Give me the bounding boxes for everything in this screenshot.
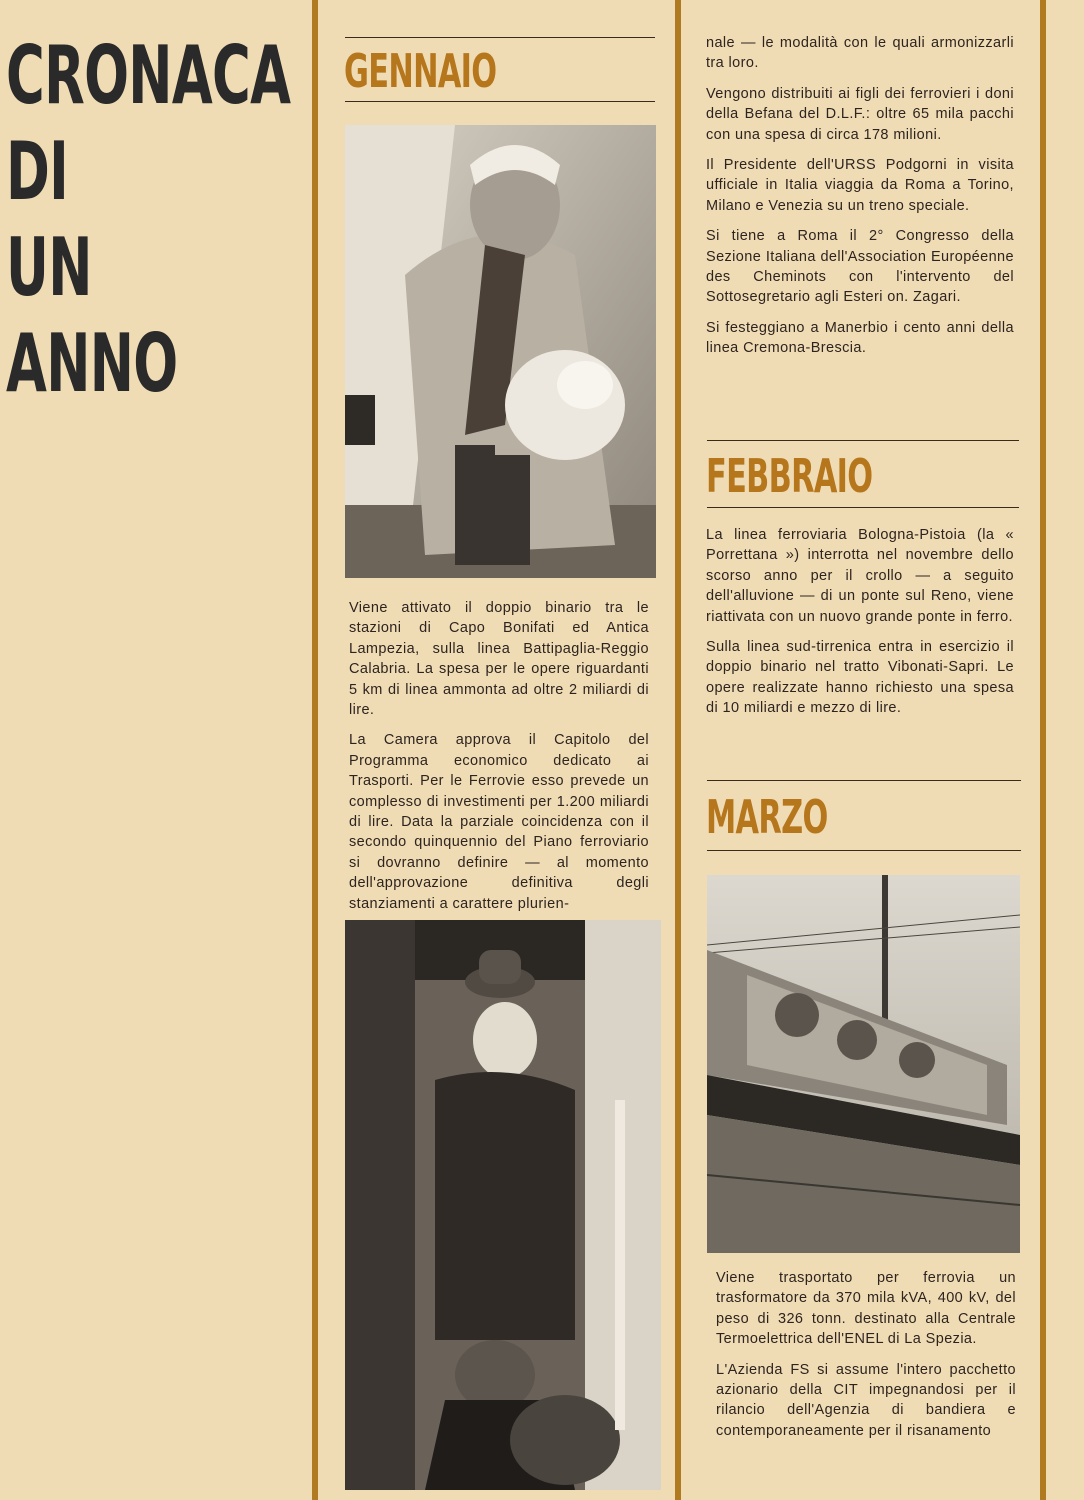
text-column-2-marzo	[716, 1268, 1016, 1441]
text-column-2-gennaio	[706, 33, 1014, 359]
paragraph: Sulla linea sud-tirrenica entra in esercizio il doppio binario nel tratto Vibonati-Sapri. Le opere realizzate hanno richiesto una spesa di 10 miliardi e mezzo di lire.	[706, 639, 1014, 717]
photo-transformer-train	[707, 875, 1020, 1253]
paragraph: Si tiene a Roma il 2° Congresso della Sezione Italiana dell'Association Européenne des Cheminots con l'intervento del Sottosegretario agli Esteri on. Zagari.	[706, 228, 1014, 306]
paragraph: Si festeggiano a Manerbio i cento anni della linea Cremona-Brescia.	[706, 319, 1014, 357]
month-heading-marzo: MARZO	[706, 790, 828, 844]
marzo-rule-bottom	[707, 850, 1021, 851]
column-rule-left	[312, 0, 318, 1500]
paragraph: La Camera approva il Capitolo del Programma economico dedicato ai Trasporti. Per le Ferrovie esso prevede un complesso di investimenti per 1.200 miliardi di lire. Data la parziale coincidenza con il secondo quinquennio del Piano ferroviario si dovranno definire — al momento dell'approvazione definitiva degli stanziamenti a carattere plurien-	[349, 732, 649, 912]
column-rule-right	[1040, 0, 1046, 1500]
gennaio-rule-bottom	[345, 101, 655, 102]
text-column-2-febbraio	[706, 525, 1014, 719]
title-line-1: CRONACA	[6, 29, 291, 122]
febbraio-rule-top	[707, 440, 1019, 441]
paragraph: Viene attivato il doppio binario tra le stazioni di Capo Bonifati ed Antica Lampezia, sulla linea Battipaglia-Reggio Calabria. La spesa per le opere riguardanti 5 km di linea ammonta ad oltre 2 miliardi di lire.	[349, 600, 649, 719]
febbraio-rule-bottom	[707, 507, 1019, 508]
month-heading-febbraio: FEBBRAIO	[706, 449, 873, 503]
text-column-1	[349, 598, 649, 914]
column-rule-middle	[675, 0, 681, 1500]
month-heading-gennaio: GENNAIO	[344, 44, 497, 98]
photo-man-with-hat-on-train-image	[345, 920, 661, 1490]
photo-child-with-doll-image	[345, 125, 656, 578]
paragraph: La linea ferroviaria Bologna-Pistoia (la « Porrettana ») interrotta nel novembre dello scorso anno per il crollo — a seguito dell'alluvione — di un ponte sul Reno, viene riattivata con un nuovo grande ponte in ferro.	[706, 527, 1014, 625]
page-title	[6, 28, 291, 412]
photo-man-with-hat-on-train	[345, 920, 661, 1490]
paragraph: Vengono distribuiti ai figli dei ferrovieri i doni della Befana del D.L.F.: oltre 65 mila pacchi con una spesa di circa 178 milioni.	[706, 85, 1014, 143]
gennaio-rule-top	[345, 37, 655, 38]
title-line-3: UN ANNO	[6, 221, 178, 410]
photo-child-with-doll	[345, 125, 656, 578]
photo-transformer-train-image	[707, 875, 1020, 1253]
title-line-2: DI	[6, 125, 69, 218]
paragraph: Il Presidente dell'URSS Podgorni in visita ufficiale in Italia viaggia da Roma a Torino, Milano e Venezia su un treno speciale.	[706, 157, 1014, 214]
paragraph: Viene trasportato per ferrovia un trasformatore da 370 mila kVA, 400 kV, del peso di 326 tonn. destinato alla Centrale Termoelettrica dell'ENEL di La Spezia.	[716, 1270, 1016, 1348]
paragraph: nale — le modalità con le quali armonizzarli tra loro.	[706, 35, 1014, 72]
paragraph: L'Azienda FS si assume l'intero pacchetto azionario della CIT impegnandosi per il rilancio dell'Agenzia di bandiera e contemporaneamente per il risanamento	[716, 1361, 1016, 1439]
marzo-rule-top	[707, 780, 1021, 781]
